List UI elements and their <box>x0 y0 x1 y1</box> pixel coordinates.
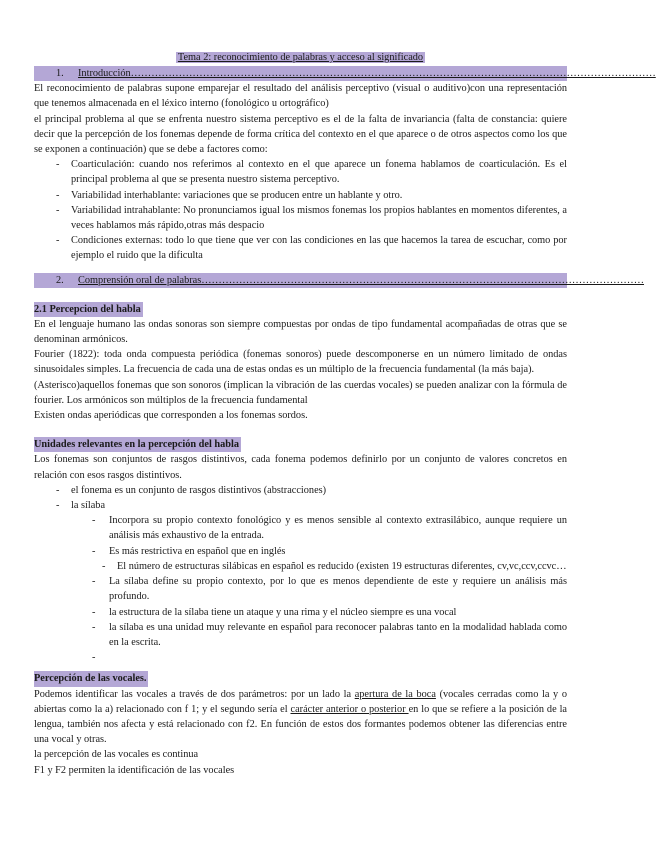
syllable-point: - La sílaba define su propio contexto, por lo que es menos dependiente de este y requiere un análisis más profundo. <box>34 574 567 604</box>
factor-list <box>34 157 567 263</box>
vowels-underlined-term: apertura de la boca <box>354 688 436 700</box>
section-2-heading <box>34 273 645 288</box>
document-page <box>34 50 656 778</box>
syllable-point-empty <box>34 650 567 665</box>
vowels-underlined-term: carácter anterior o posterior <box>290 703 409 715</box>
unit-item-phoneme: - el fonema es un conjunto de rasgos distintivos (abstracciones) <box>34 483 567 498</box>
units-heading: Unidades relevantes en la percepción del habla <box>34 437 241 452</box>
section-2-number: 2. <box>56 274 64 286</box>
vowels-text: Podemos identificar las vocales a través de dos parámetros: por un lado la <box>34 688 355 700</box>
vowels-paragraph-1 <box>34 687 567 748</box>
vowels-text: en lo que se refiere a la posición de la lengua, también nos afecta y está relacionado con f2. En función de estos dos formantes podemos obtener las diferencias entre una vocal y otras. <box>34 703 567 746</box>
factor-item: - Condiciones externas: todo lo que tiene que ver con las condiciones en las que hacemos la tarea de escuchar, como por ejemplo el ruido que la dificulta <box>34 233 567 263</box>
speech-paragraph-3: (Asterisco)aquellos fonemas que son sonoros (implican la vibración de las cuerdas vocales) se pueden analizar con la fórmula de fourier. Los armónicos son múltiplos de la frecuencia fundamental <box>34 379 567 406</box>
vowels-paragraph-3: F1 y F2 permiten la identificación de las vocales <box>34 764 235 776</box>
section-1-heading <box>34 66 656 81</box>
unit-item-syllable-label: la sílaba <box>71 500 106 512</box>
speech-paragraph-2: Fourier (1822): toda onda compuesta periódica (fonemas sonoros) puede descomponerse en un número limitado de ondas sinusoidales simples. La frecuencia de cada una de estas ondas es un múltiplo de la frecuencia fundamental (la más baja). <box>34 349 567 376</box>
speech-paragraph-1: En el lenguaje humano las ondas sonoras son siempre compuestas por ondas de tipo fundamental acompañadas de otras que se denominan armónicos. <box>34 318 567 346</box>
speech-paragraph-4: Existen ondas aperiódicas que corresponden a los fonemas sordos. <box>34 410 308 422</box>
document-title: Tema 2: reconocimiento de palabras y acceso al significado <box>177 52 424 63</box>
vowels-heading: Percepción de las vocales. <box>34 671 148 686</box>
syllable-sublist <box>34 559 567 574</box>
factor-item: - Variabilidad intrahablante: No pronunciamos igual los mismos fonemas los propios hablantes en momentos diferentes, a veces hablamos más rápido,otras más despacio <box>34 203 567 233</box>
unit-item-syllable <box>34 498 567 513</box>
syllable-list-continued <box>34 574 567 665</box>
syllable-subpoint: - El número de estructuras silábicas en español es reducido (existen 19 estructuras diferentes, cv,vc,ccv,ccvc… <box>34 559 567 574</box>
section-1-title: Introducción……………………………………………………………………………………………………………………………………… <box>78 68 656 80</box>
factor-item: - Coarticulación: cuando nos referimos al contexto en el que aparece un fonema hablamos de coarticulación. Es el principal problema al que se presenta nuestro sistema perceptivo. <box>34 157 567 187</box>
units-paragraph: Los fonemas son conjuntos de rasgos distintivos, cada fonema podemos definirlo por un conjunto de valores concretos en relación con esos rasgos distintivos. <box>34 454 567 481</box>
intro-paragraph-1: El reconocimiento de palabras supone emparejar el resultado del análisis perceptivo (visual o auditivo)con una representación que tenemos almacenada en el léxico interno (fonológico u ortográfico) <box>34 83 567 110</box>
intro-paragraph-2: el principal problema al que se enfrenta nuestro sistema perceptivo es el de la falta de invariancia (falta de constancia: quiere decir que la percepción de los fonemas depende de forma crítica del contexto en el que aparece o de otros aspectos como los que se exponen a continuación) que se debe a factores como: <box>34 113 567 156</box>
syllable-point: - Incorpora su propio contexto fonológico y es menos sensible al contexto extrasilábico, aunque requiere un análisis más exhaustivo de la entrada. <box>34 513 567 543</box>
units-list <box>34 483 567 513</box>
syllable-point: - la estructura de la sílaba tiene un ataque y una rima y el núcleo siempre es una vocal <box>34 605 567 620</box>
section-2-title: Comprensión oral de palabras………………………………………………………………………………………………………………… <box>78 274 645 286</box>
vowels-paragraph-2: la percepción de las vocales es continua <box>34 749 199 761</box>
section-1-number: 1. <box>56 68 64 80</box>
syllable-list <box>34 513 567 559</box>
syllable-point: - la sílaba es una unidad muy relevante en español para reconocer palabras tanto en la modalidad hablada como en la escrita. <box>34 620 567 650</box>
vowels-text: (vocales cerradas como la y o abiertas como la a) relacionado con f 1; y el segundo sería el <box>34 688 567 715</box>
syllable-point: - Es más restrictiva en español que en inglés <box>34 544 567 559</box>
subsection-2-1-heading: 2.1 Percepcion del habla <box>34 302 143 317</box>
title-row <box>34 50 567 65</box>
factor-item: - Variabilidad interhablante: variaciones que se producen entre un hablante y otro. <box>34 188 567 203</box>
